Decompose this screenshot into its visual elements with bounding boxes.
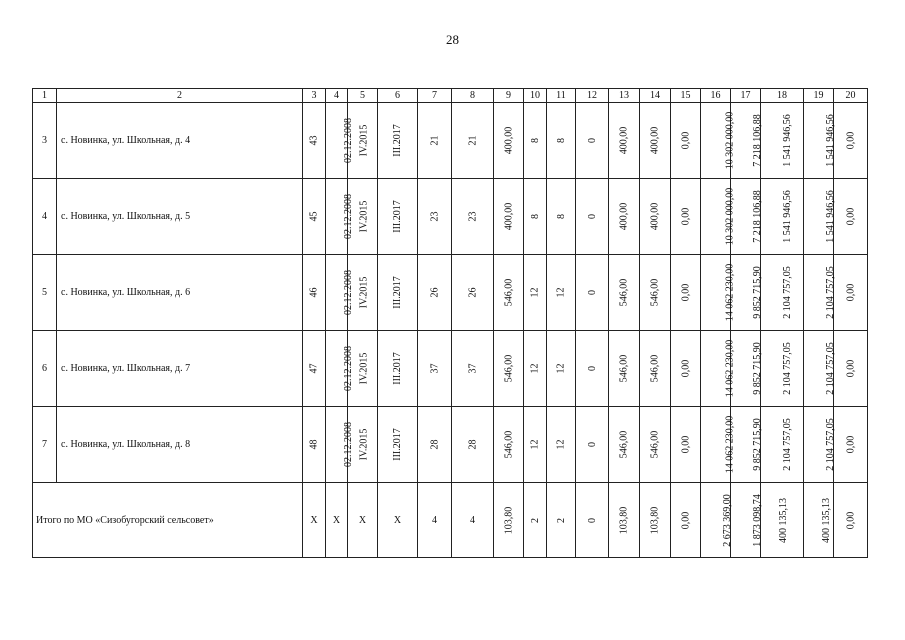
row-number: 4 bbox=[33, 179, 57, 255]
data-table bbox=[32, 88, 868, 558]
total-cell: 0,00 bbox=[671, 483, 701, 558]
total-cell: 103,80 bbox=[640, 483, 671, 558]
table-cell: 0 bbox=[576, 331, 609, 407]
table-cell: 48 bbox=[303, 407, 326, 483]
total-cell: X bbox=[348, 483, 378, 558]
table-cell: 0,00 bbox=[671, 407, 701, 483]
column-header: 17 bbox=[731, 89, 761, 103]
table-cell: 02.12.2008 bbox=[326, 179, 348, 255]
table-cell: 9 852 715,90 bbox=[731, 331, 761, 407]
address-cell: с. Новинка, ул. Школьная, д. 5 bbox=[57, 179, 303, 255]
total-cell: 4 bbox=[418, 483, 452, 558]
table-cell: 0,00 bbox=[671, 255, 701, 331]
table-cell: 45 bbox=[303, 179, 326, 255]
table-cell: 12 bbox=[524, 255, 547, 331]
table-cell: 26 bbox=[452, 255, 494, 331]
address-cell: с. Новинка, ул. Школьная, д. 6 bbox=[57, 255, 303, 331]
table-cell: 0,00 bbox=[834, 407, 868, 483]
total-cell: 2 bbox=[547, 483, 576, 558]
column-header: 13 bbox=[609, 89, 640, 103]
table-cell: 2 104 757,05 bbox=[761, 407, 804, 483]
table-cell: 546,00 bbox=[640, 331, 671, 407]
row-number: 6 bbox=[33, 331, 57, 407]
table-cell: IV.2015 bbox=[348, 407, 378, 483]
table-cell: 8 bbox=[547, 103, 576, 179]
table-cell: 546,00 bbox=[494, 331, 524, 407]
table-cell: 9 852 715,90 bbox=[731, 407, 761, 483]
column-header: 15 bbox=[671, 89, 701, 103]
table-row bbox=[33, 331, 868, 407]
table-cell: 0,00 bbox=[834, 255, 868, 331]
table-cell: 02.12.2008 bbox=[326, 407, 348, 483]
table-cell: 14 062 230,00 bbox=[701, 331, 731, 407]
table-cell: IV.2015 bbox=[348, 255, 378, 331]
table-cell: 0 bbox=[576, 103, 609, 179]
table-cell: 28 bbox=[418, 407, 452, 483]
table-cell: 400,00 bbox=[609, 179, 640, 255]
table-cell: 02.12.2008 bbox=[326, 255, 348, 331]
table-cell: 0,00 bbox=[671, 179, 701, 255]
column-header: 5 bbox=[348, 89, 378, 103]
table-cell: 546,00 bbox=[609, 407, 640, 483]
table-cell: III.2017 bbox=[378, 255, 418, 331]
column-header: 7 bbox=[418, 89, 452, 103]
table-cell: 12 bbox=[547, 407, 576, 483]
table-cell: III.2017 bbox=[378, 179, 418, 255]
table-cell: 7 218 106,88 bbox=[731, 179, 761, 255]
table-cell: 8 bbox=[547, 179, 576, 255]
table-cell: 21 bbox=[418, 103, 452, 179]
total-cell: 0,00 bbox=[834, 483, 868, 558]
table-cell: 12 bbox=[547, 255, 576, 331]
table-cell: 43 bbox=[303, 103, 326, 179]
table-cell: 1 541 946,56 bbox=[804, 179, 834, 255]
table-cell: 8 bbox=[524, 103, 547, 179]
column-header: 4 bbox=[326, 89, 348, 103]
table-cell: 46 bbox=[303, 255, 326, 331]
table-cell: 546,00 bbox=[640, 407, 671, 483]
table-cell: 2 104 757,05 bbox=[761, 331, 804, 407]
table-cell: 47 bbox=[303, 331, 326, 407]
header-row bbox=[33, 89, 868, 103]
table-cell: 0,00 bbox=[834, 331, 868, 407]
row-number: 7 bbox=[33, 407, 57, 483]
table-cell: 21 bbox=[452, 103, 494, 179]
table-cell: 0 bbox=[576, 179, 609, 255]
column-header: 18 bbox=[761, 89, 804, 103]
row-number: 5 bbox=[33, 255, 57, 331]
table-row bbox=[33, 103, 868, 179]
table-cell: 0 bbox=[576, 407, 609, 483]
table-cell: 1 541 946,56 bbox=[804, 103, 834, 179]
table-cell: 400,00 bbox=[640, 103, 671, 179]
table-cell: III.2017 bbox=[378, 103, 418, 179]
table-cell: III.2017 bbox=[378, 407, 418, 483]
total-cell: 2 bbox=[524, 483, 547, 558]
total-cell: 103,80 bbox=[494, 483, 524, 558]
table-cell: 546,00 bbox=[640, 255, 671, 331]
table-cell: 26 bbox=[418, 255, 452, 331]
table-row bbox=[33, 255, 868, 331]
table-cell: 8 bbox=[524, 179, 547, 255]
table-cell: 1 541 946,56 bbox=[761, 179, 804, 255]
address-cell: с. Новинка, ул. Школьная, д. 8 bbox=[57, 407, 303, 483]
table-cell: 37 bbox=[452, 331, 494, 407]
table-cell: 2 104 757,05 bbox=[804, 255, 834, 331]
column-header: 3 bbox=[303, 89, 326, 103]
column-header: 10 bbox=[524, 89, 547, 103]
table-cell: 14 062 230,00 bbox=[701, 407, 731, 483]
address-cell: с. Новинка, ул. Школьная, д. 4 bbox=[57, 103, 303, 179]
table-row bbox=[33, 179, 868, 255]
table-cell: IV.2015 bbox=[348, 179, 378, 255]
table-cell: 0 bbox=[576, 255, 609, 331]
table-cell: 546,00 bbox=[609, 331, 640, 407]
table-cell: 400,00 bbox=[609, 103, 640, 179]
column-header: 14 bbox=[640, 89, 671, 103]
column-header: 2 bbox=[57, 89, 303, 103]
page-number: 28 bbox=[446, 32, 459, 47]
table-cell: 12 bbox=[524, 407, 547, 483]
table-cell: 02.12.2008 bbox=[326, 103, 348, 179]
table-row bbox=[33, 407, 868, 483]
table-cell: 12 bbox=[524, 331, 547, 407]
total-cell: 2 673 369,00 bbox=[701, 483, 731, 558]
table-cell: 2 104 757,05 bbox=[804, 407, 834, 483]
table-cell: 546,00 bbox=[494, 255, 524, 331]
column-header: 16 bbox=[701, 89, 731, 103]
table-cell: 1 541 946,56 bbox=[761, 103, 804, 179]
table-cell: 10 302 000,00 bbox=[701, 179, 731, 255]
table-cell: 0,00 bbox=[671, 103, 701, 179]
total-cell: X bbox=[326, 483, 348, 558]
table-cell: 23 bbox=[418, 179, 452, 255]
table-cell: 400,00 bbox=[494, 103, 524, 179]
table-cell: 14 062 230,00 bbox=[701, 255, 731, 331]
column-header: 20 bbox=[834, 89, 868, 103]
total-cell: 400 135,13 bbox=[761, 483, 804, 558]
total-cell: 1 873 098,74 bbox=[731, 483, 761, 558]
column-header: 11 bbox=[547, 89, 576, 103]
table-cell: 9 852 715,90 bbox=[731, 255, 761, 331]
column-header: 19 bbox=[804, 89, 834, 103]
total-label: Итого по МО «Сизобугорский сельсовет» bbox=[33, 483, 303, 558]
table-cell: 2 104 757,05 bbox=[804, 331, 834, 407]
row-number: 3 bbox=[33, 103, 57, 179]
table-cell: IV.2015 bbox=[348, 331, 378, 407]
column-header: 1 bbox=[33, 89, 57, 103]
table-cell: 7 218 106,88 bbox=[731, 103, 761, 179]
table-cell: 12 bbox=[547, 331, 576, 407]
table-cell: 02.12.2008 bbox=[326, 331, 348, 407]
total-cell: 4 bbox=[452, 483, 494, 558]
column-header: 9 bbox=[494, 89, 524, 103]
table-cell: 28 bbox=[452, 407, 494, 483]
column-header: 6 bbox=[378, 89, 418, 103]
table-cell: 400,00 bbox=[640, 179, 671, 255]
table-cell: 546,00 bbox=[609, 255, 640, 331]
column-header: 8 bbox=[452, 89, 494, 103]
total-cell: 103,80 bbox=[609, 483, 640, 558]
table-cell: 37 bbox=[418, 331, 452, 407]
table-cell: 0,00 bbox=[834, 179, 868, 255]
total-cell: X bbox=[303, 483, 326, 558]
table-cell: 0,00 bbox=[671, 331, 701, 407]
table-cell: 10 302 000,00 bbox=[701, 103, 731, 179]
table-cell: 546,00 bbox=[494, 407, 524, 483]
table-cell: 2 104 757,05 bbox=[761, 255, 804, 331]
total-cell: 0 bbox=[576, 483, 609, 558]
total-cell: 400 135,13 bbox=[804, 483, 834, 558]
table-cell: 400,00 bbox=[494, 179, 524, 255]
table-cell: III.2017 bbox=[378, 331, 418, 407]
column-header: 12 bbox=[576, 89, 609, 103]
table-cell: 0,00 bbox=[834, 103, 868, 179]
table-cell: 23 bbox=[452, 179, 494, 255]
total-cell: X bbox=[378, 483, 418, 558]
table-cell: IV.2015 bbox=[348, 103, 378, 179]
total-row bbox=[33, 483, 868, 558]
address-cell: с. Новинка, ул. Школьная, д. 7 bbox=[57, 331, 303, 407]
